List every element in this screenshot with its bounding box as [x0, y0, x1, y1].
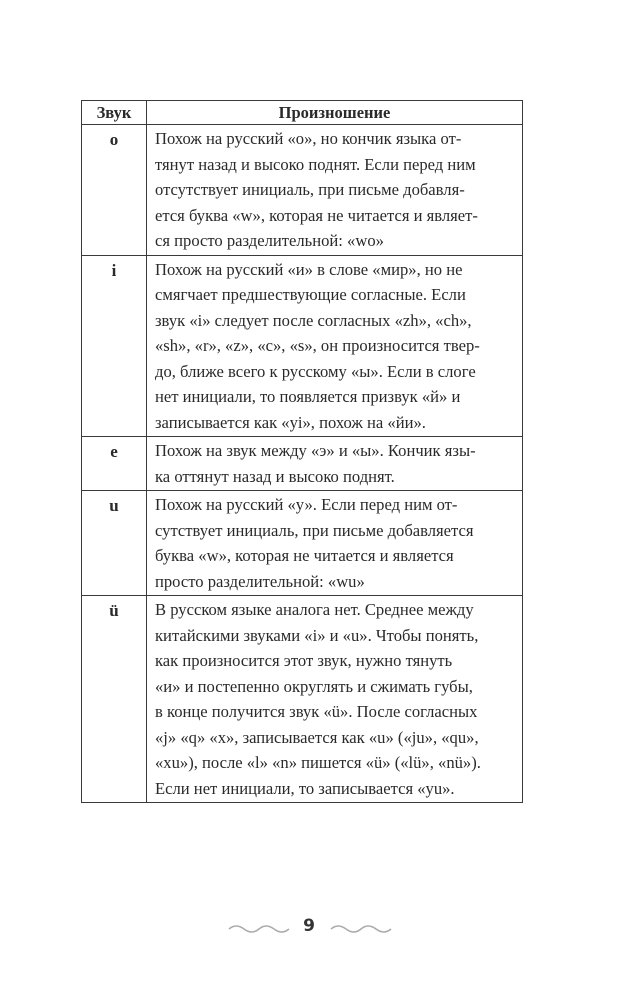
text-line: ка оттянут назад и высоко поднят. — [155, 466, 395, 486]
text-line: Похож на русский «о», но кончик языка от- — [155, 129, 462, 148]
header-sound: Звук — [82, 101, 147, 125]
pronunciation-cell — [147, 437, 523, 491]
sound-cell: e — [82, 437, 147, 491]
text-line: Похож на русский «у». Если перед ним от- — [155, 495, 458, 514]
text-line: Если нет инициали, то записывается «yu». — [155, 778, 455, 798]
text-line: просто разделительной: «wu» — [155, 571, 365, 591]
sound-cell: ü — [82, 596, 147, 803]
header-pronunciation: Произношение — [147, 101, 523, 125]
text-line: звук «i» следует после согласных «zh», «ch», — [155, 310, 472, 330]
wave-ornament-left-icon — [228, 922, 290, 936]
page-footer — [0, 914, 618, 944]
text-line: сутствует инициаль, при письме добавляется — [155, 520, 474, 540]
text-line: «j» «q» «x», записывается как «u» («ju», «qu», — [155, 727, 479, 747]
wave-ornament-right-icon — [330, 922, 392, 936]
text-line: ся просто разделительной: «wo» — [155, 231, 384, 250]
text-line: записывается как «yi», похож на «йи». — [155, 412, 426, 432]
sound-cell: u — [82, 491, 147, 596]
table-row — [82, 437, 523, 491]
text-line: как произносится этот звук, нужно тянуть — [155, 651, 453, 670]
pronunciation-cell — [147, 491, 523, 596]
table-row — [82, 125, 523, 256]
text-line: «xu»), после «l» «n» пишется «ü» («lü», «nü»). — [155, 753, 481, 772]
text-line: Похож на русский «и» в слове «мир», но не — [155, 259, 463, 279]
pronunciation-cell — [147, 255, 523, 437]
text-line: до, ближе всего к русскому «ы». Если в слоге — [155, 361, 476, 381]
text-line: смягчает предшествующие согласные. Если — [155, 285, 466, 304]
pronunciation-cell — [147, 596, 523, 803]
text-line: «sh», «r», «z», «c», «s», он произносится твер- — [155, 336, 480, 355]
text-line: В русском языке аналога нет. Среднее между — [155, 600, 474, 619]
text-line: буква «w», которая не читается и является — [155, 546, 454, 565]
table-row — [82, 255, 523, 437]
sound-cell: o — [82, 125, 147, 256]
sound-cell: i — [82, 255, 147, 437]
table-header-row — [82, 101, 523, 125]
table-row — [82, 491, 523, 596]
pronunciation-cell — [147, 125, 523, 256]
text-line: в конце получится звук «ü». После согласных — [155, 702, 478, 721]
text-line: Похож на звук между «э» и «ы». Кончик язы- — [155, 441, 476, 460]
text-line: тянут назад и высоко поднят. Если перед ним — [155, 154, 476, 174]
pronunciation-table — [81, 100, 523, 803]
text-line: отсутствует инициаль, при письме добавля- — [155, 180, 465, 199]
text-line: «и» и постепенно округлять и сжимать губы, — [155, 676, 473, 696]
text-line: ется буква «w», которая не читается и являет- — [155, 205, 478, 225]
text-line: нет инициали, то появляется призвук «й» и — [155, 387, 461, 406]
page-number: 9 — [303, 916, 315, 936]
text-line: китайскими звуками «i» и «u». Чтобы понять, — [155, 625, 479, 645]
table-row — [82, 596, 523, 803]
